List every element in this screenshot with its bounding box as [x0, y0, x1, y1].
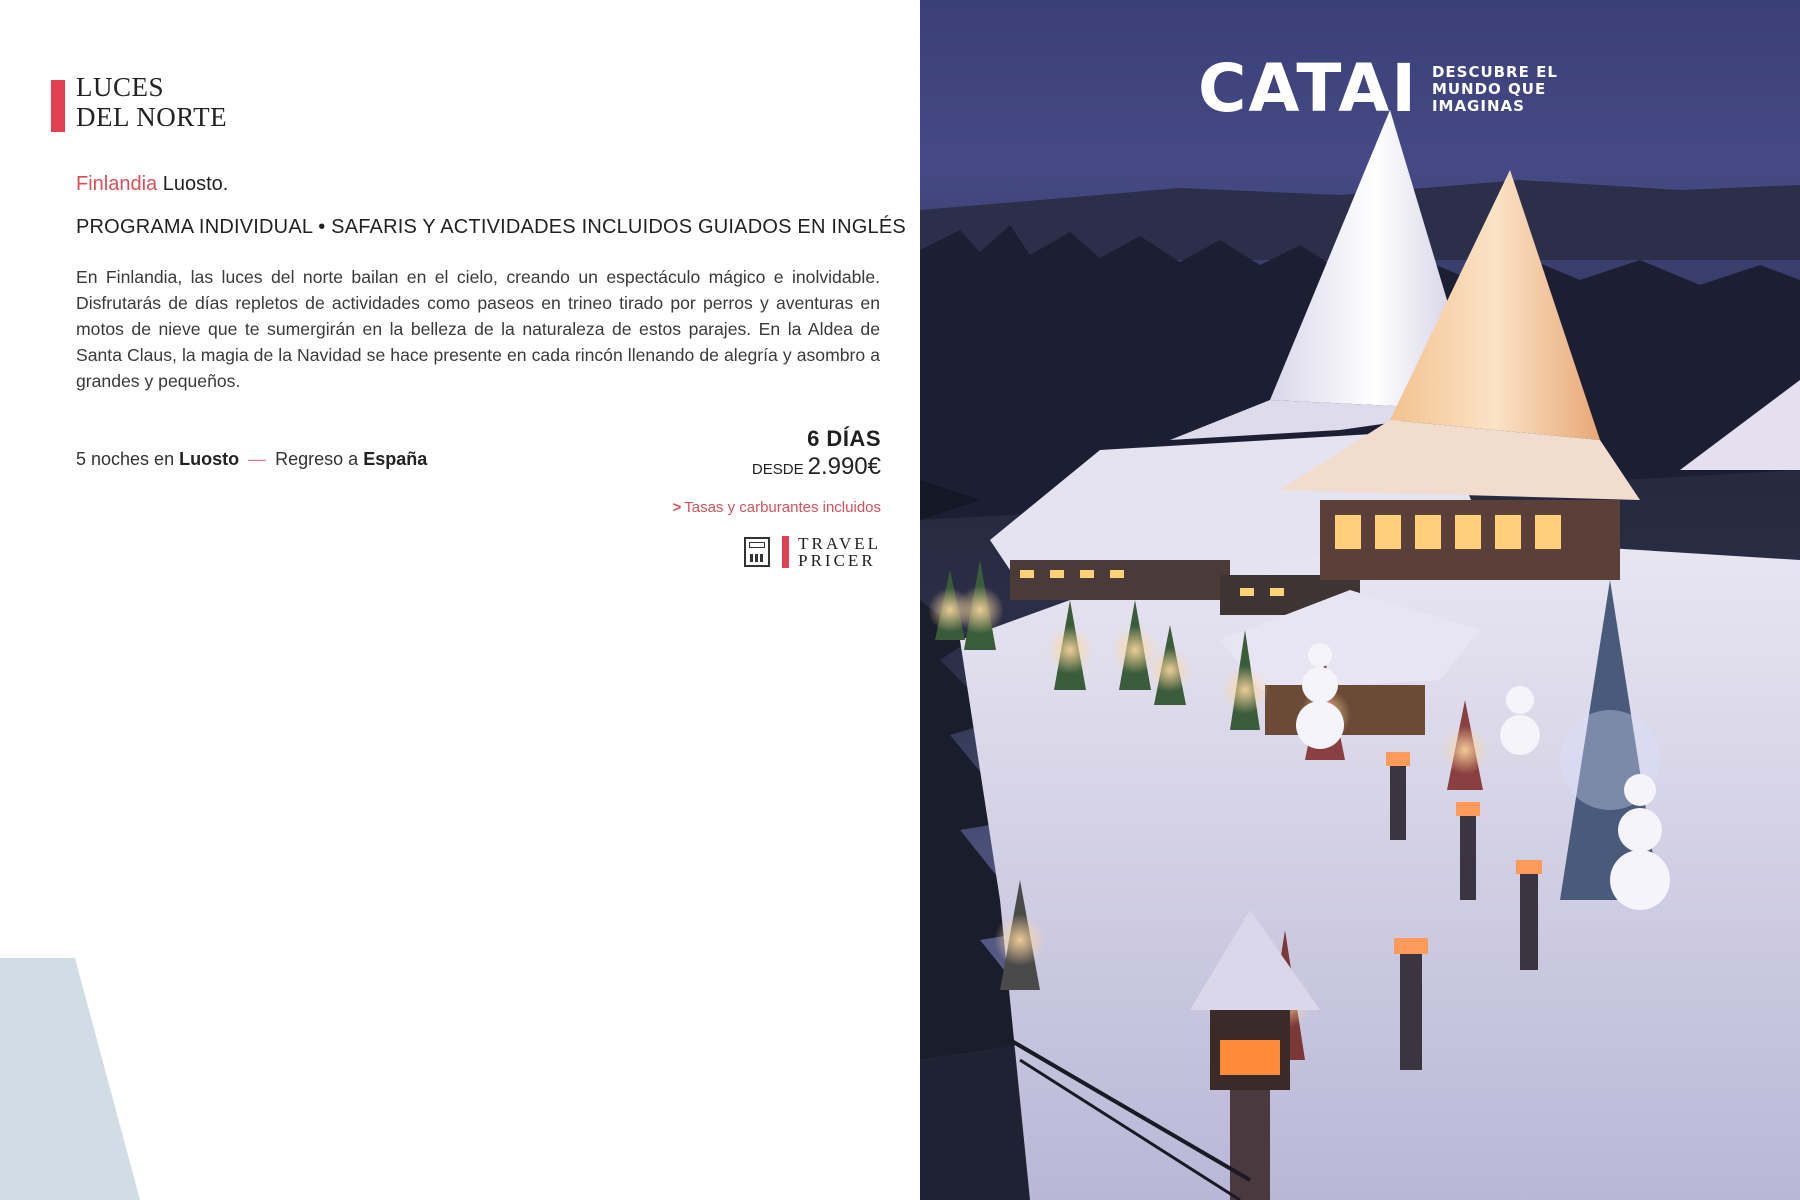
- program-description: En Finlandia, las luces del norte bailan en el cielo, creando un espectáculo mágico e inolvidable. Disfrutarás de días repletos de actividades como paseos en trineo tirado por perros y aventuras en motos de nieve que te sumergirán en la belleza de la naturaleza de estos parajes. En la Aldea de Santa Claus, la magia de la Navidad se hace presente en cada rincón llenando de alegría y asombro a grandes y pequeños.: [76, 267, 880, 391]
- pricer-accent-bar: [782, 536, 789, 568]
- price-from-label: DESDE: [751, 461, 804, 478]
- title-line-1: LUCES: [76, 72, 165, 102]
- taxes-link[interactable]: [672, 499, 881, 516]
- price-box: [621, 426, 881, 481]
- tagline-line-1: DESCUBRE EL: [1431, 62, 1558, 81]
- taxes-note: Tasas y carburantes incluidos: [684, 499, 881, 516]
- location-city: Luosto.: [162, 173, 229, 195]
- title-line-2: DEL NORTE: [76, 102, 228, 132]
- route-return-place: España: [363, 449, 428, 469]
- price-value: 2.990€: [807, 453, 881, 480]
- chevron-right-icon: >: [672, 499, 682, 516]
- route-return-text: Regreso a: [275, 449, 359, 469]
- duration-days: 6 DÍAS: [807, 426, 881, 451]
- cover-photo: [920, 0, 1800, 1200]
- route-separator: —: [248, 449, 267, 469]
- location-country: Finlandia: [76, 173, 158, 195]
- catai-brand: [1198, 50, 1558, 127]
- pricer-label: [798, 535, 881, 569]
- route-summary: [76, 449, 427, 470]
- brand-tagline: [1432, 64, 1558, 115]
- route-nights-text: 5 noches en: [76, 449, 175, 469]
- tagline-line-3: IMAGINAS: [1431, 96, 1525, 115]
- catai-logo: CATAI: [1198, 50, 1418, 127]
- title-accent-bar: [51, 80, 65, 132]
- pricer-line-2: PRICER: [798, 551, 876, 570]
- program-subtitle: PROGRAMA INDIVIDUAL • SAFARIS Y ACTIVIDADES INCLUIDOS GUIADOS EN INGLÉS: [76, 216, 906, 238]
- price-line: [621, 453, 881, 481]
- location: [76, 173, 228, 196]
- route-nights-place: Luosto: [179, 449, 240, 469]
- pricer-line-1: TRAVEL: [798, 534, 881, 553]
- program-title: [76, 72, 227, 132]
- calculator-icon: [744, 537, 770, 567]
- tagline-line-2: MUNDO QUE: [1431, 79, 1547, 98]
- decorative-corner-shape: [0, 958, 140, 1200]
- village-illustration: [920, 0, 1800, 1200]
- travel-pricer-logo[interactable]: [744, 535, 881, 569]
